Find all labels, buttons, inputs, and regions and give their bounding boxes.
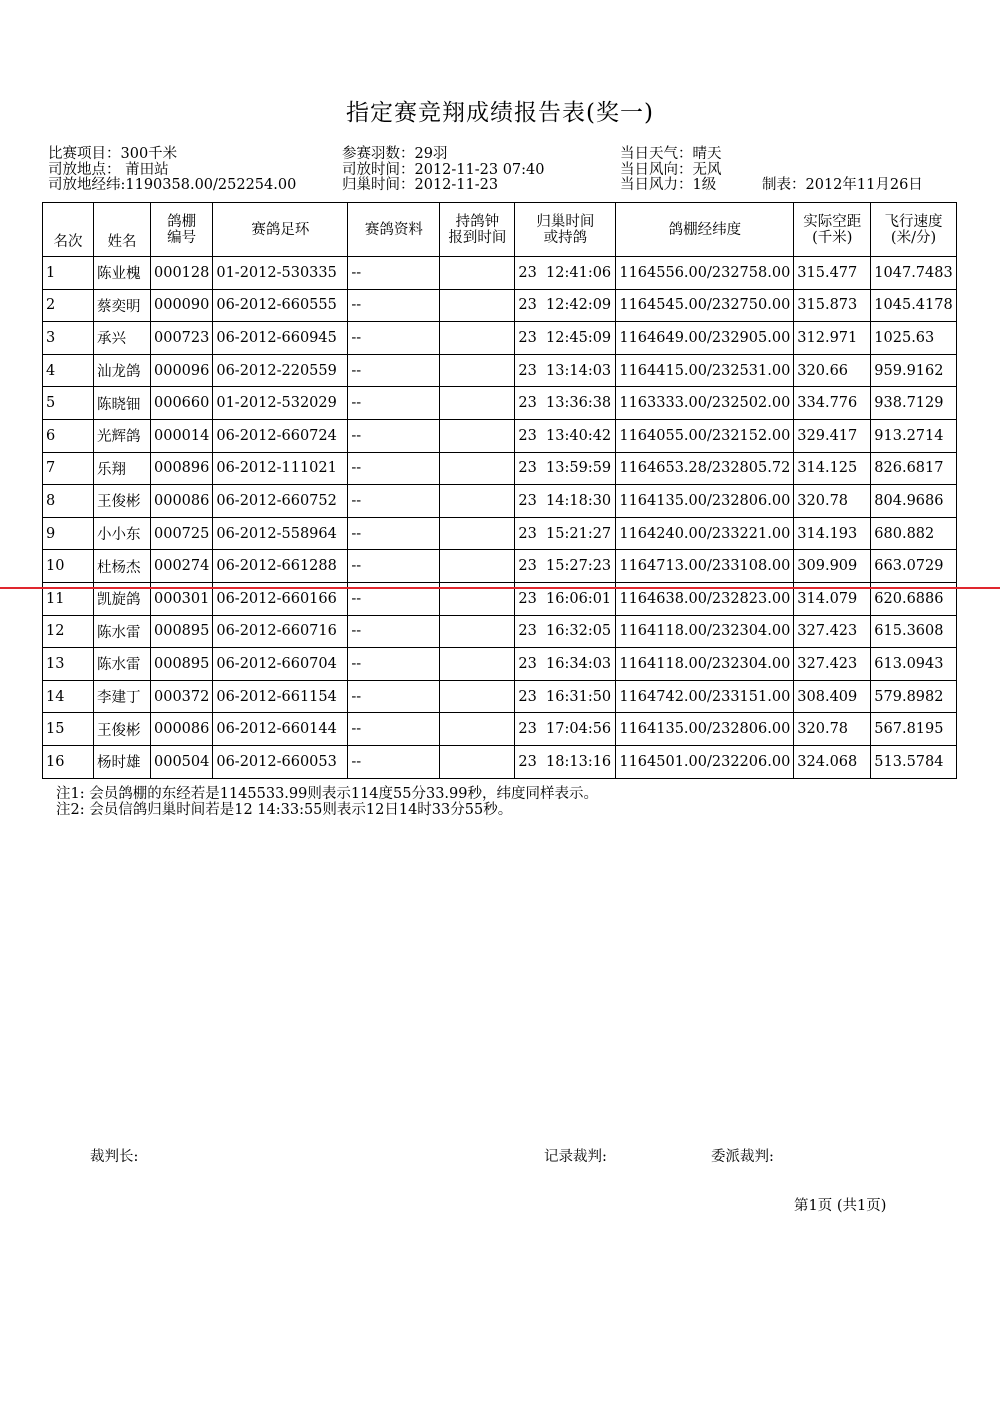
info-item: 归巢时间：2012-11-23 xyxy=(342,177,499,193)
ring-cell: 06-2012-661154 xyxy=(213,680,348,713)
rank-cell: 5 xyxy=(43,387,94,420)
column-header: 实际空距 (千米) xyxy=(794,203,871,257)
coordinates-cell: 1164556.00/232758.00 xyxy=(616,257,794,290)
coordinates-cell: 1164118.00/232304.00 xyxy=(616,615,794,648)
info-cell: -- xyxy=(348,517,440,550)
ring-cell: 06-2012-111021 xyxy=(213,452,348,485)
name-cell: 陈水雷 xyxy=(94,648,151,681)
column-header: 赛鸽足环 xyxy=(213,203,348,257)
clock-cell xyxy=(440,648,515,681)
table-row xyxy=(43,648,957,681)
info-cell: -- xyxy=(348,615,440,648)
rank-cell: 13 xyxy=(43,648,94,681)
clock-cell xyxy=(440,517,515,550)
distance-cell: 315.873 xyxy=(794,289,871,322)
table-row xyxy=(43,452,957,485)
clock-cell xyxy=(440,257,515,290)
arrival-time-cell: 23 13:14:03 xyxy=(515,354,616,387)
rank-cell: 4 xyxy=(43,354,94,387)
table-row xyxy=(43,680,957,713)
table-row xyxy=(43,615,957,648)
clock-cell xyxy=(440,322,515,355)
loft-id-cell: 000014 xyxy=(151,419,213,452)
coordinates-cell: 1164135.00/232806.00 xyxy=(616,713,794,746)
ring-cell: 06-2012-558964 xyxy=(213,517,348,550)
column-header: 飞行速度 (米/分) xyxy=(871,203,956,257)
coordinates-cell: 1164713.00/233108.00 xyxy=(616,550,794,583)
name-cell: 王俊彬 xyxy=(94,485,151,518)
clock-cell xyxy=(440,387,515,420)
name-cell: 光辉鸽 xyxy=(94,419,151,452)
speed-cell: 513.5784 xyxy=(871,745,956,778)
coordinates-cell: 1164545.00/232750.00 xyxy=(616,289,794,322)
clock-cell xyxy=(440,354,515,387)
info-item: 参赛羽数：29羽 xyxy=(342,146,448,162)
rank-cell: 3 xyxy=(43,322,94,355)
speed-cell: 620.6886 xyxy=(871,582,956,615)
ring-cell: 06-2012-660166 xyxy=(213,582,348,615)
column-header: 鸽棚经纬度 xyxy=(616,203,794,257)
speed-cell: 959.9162 xyxy=(871,354,956,387)
distance-cell: 309.909 xyxy=(794,550,871,583)
ring-cell: 01-2012-532029 xyxy=(213,387,348,420)
info-cell: -- xyxy=(348,419,440,452)
speed-cell: 1045.4178 xyxy=(871,289,956,322)
distance-cell: 334.776 xyxy=(794,387,871,420)
info-item: 当日风向：无风 xyxy=(620,161,722,178)
info-cell: -- xyxy=(348,582,440,615)
arrival-time-cell: 23 15:21:27 xyxy=(515,517,616,550)
red-divider-line xyxy=(0,587,1000,589)
speed-cell: 804.9686 xyxy=(871,485,956,518)
rank-cell: 15 xyxy=(43,713,94,746)
table-row xyxy=(43,550,957,583)
ring-cell: 06-2012-661288 xyxy=(213,550,348,583)
name-cell: 陈业槐 xyxy=(94,257,151,290)
distance-cell: 320.78 xyxy=(794,485,871,518)
ring-cell: 06-2012-660752 xyxy=(213,485,348,518)
speed-cell: 567.8195 xyxy=(871,713,956,746)
name-cell: 陈水雷 xyxy=(94,615,151,648)
loft-id-cell: 000086 xyxy=(151,713,213,746)
rank-cell: 2 xyxy=(43,289,94,322)
info-column-3 xyxy=(620,147,722,194)
rank-cell: 14 xyxy=(43,680,94,713)
arrival-time-cell: 23 13:40:42 xyxy=(515,419,616,452)
clock-cell xyxy=(440,745,515,778)
info-item: 比赛项目：300千米 xyxy=(48,146,178,162)
table-row xyxy=(43,289,957,322)
loft-id-cell: 000895 xyxy=(151,615,213,648)
distance-cell: 314.193 xyxy=(794,517,871,550)
distance-cell: 327.423 xyxy=(794,615,871,648)
info-cell: -- xyxy=(348,550,440,583)
table-row xyxy=(43,354,957,387)
recorder-judge-signature: 记录裁判: xyxy=(544,1149,607,1165)
rank-cell: 1 xyxy=(43,257,94,290)
loft-id-cell: 000723 xyxy=(151,322,213,355)
arrival-time-cell: 23 18:13:16 xyxy=(515,745,616,778)
ring-cell: 06-2012-660704 xyxy=(213,648,348,681)
info-cell: -- xyxy=(348,354,440,387)
speed-cell: 913.2714 xyxy=(871,419,956,452)
clock-cell xyxy=(440,615,515,648)
coordinates-cell: 1164638.00/232823.00 xyxy=(616,582,794,615)
info-item: 司放时间：2012-11-23 07:40 xyxy=(342,161,545,178)
rank-cell: 11 xyxy=(43,582,94,615)
speed-cell: 938.7129 xyxy=(871,387,956,420)
clock-cell xyxy=(440,680,515,713)
loft-id-cell: 000896 xyxy=(151,452,213,485)
rank-cell: 8 xyxy=(43,485,94,518)
loft-id-cell: 000660 xyxy=(151,387,213,420)
distance-cell: 327.423 xyxy=(794,648,871,681)
ring-cell: 06-2012-660053 xyxy=(213,745,348,778)
loft-id-cell: 000090 xyxy=(151,289,213,322)
info-item: 司放地点： 莆田站 xyxy=(48,161,169,178)
column-header: 名次 xyxy=(43,203,94,257)
ring-cell: 06-2012-660555 xyxy=(213,289,348,322)
rank-cell: 9 xyxy=(43,517,94,550)
info-cell: -- xyxy=(348,289,440,322)
arrival-time-cell: 23 12:41:06 xyxy=(515,257,616,290)
name-cell: 汕龙鸽 xyxy=(94,354,151,387)
table-row xyxy=(43,713,957,746)
clock-cell xyxy=(440,289,515,322)
table-row xyxy=(43,387,957,420)
info-column-1 xyxy=(48,147,296,194)
distance-cell: 320.66 xyxy=(794,354,871,387)
info-cell: -- xyxy=(348,452,440,485)
arrival-time-cell: 23 13:36:38 xyxy=(515,387,616,420)
info-item: 当日天气：晴天 xyxy=(620,146,722,162)
arrival-time-cell: 23 16:34:03 xyxy=(515,648,616,681)
table-row xyxy=(43,322,957,355)
coordinates-cell: 1164742.00/233151.00 xyxy=(616,680,794,713)
distance-cell: 308.409 xyxy=(794,680,871,713)
chief-judge-signature: 裁判长: xyxy=(90,1149,139,1165)
arrival-time-cell: 23 16:31:50 xyxy=(515,680,616,713)
loft-id-cell: 000128 xyxy=(151,257,213,290)
arrival-time-cell: 23 16:06:01 xyxy=(515,582,616,615)
loft-id-cell: 000096 xyxy=(151,354,213,387)
footnotes xyxy=(56,786,598,818)
coordinates-cell: 1164649.00/232905.00 xyxy=(616,322,794,355)
distance-cell: 329.417 xyxy=(794,419,871,452)
ring-cell: 06-2012-660716 xyxy=(213,615,348,648)
table-header-row xyxy=(43,203,957,257)
loft-id-cell: 000504 xyxy=(151,745,213,778)
loft-id-cell: 000895 xyxy=(151,648,213,681)
footnote-1: 注1: 会员鸽棚的东经若是1145533.99则表示114度55分33.99秒，纬度同样表示。 xyxy=(56,786,598,802)
ring-cell: 06-2012-660945 xyxy=(213,322,348,355)
info-cell: -- xyxy=(348,257,440,290)
loft-id-cell: 000372 xyxy=(151,680,213,713)
results-table xyxy=(42,202,957,779)
coordinates-cell: 1164501.00/232206.00 xyxy=(616,745,794,778)
arrival-time-cell: 23 12:45:09 xyxy=(515,322,616,355)
ring-cell: 06-2012-220559 xyxy=(213,354,348,387)
clock-cell xyxy=(440,419,515,452)
info-cell: -- xyxy=(348,680,440,713)
column-header: 姓名 xyxy=(94,203,151,257)
rank-cell: 10 xyxy=(43,550,94,583)
info-cell: -- xyxy=(348,485,440,518)
arrival-time-cell: 23 16:32:05 xyxy=(515,615,616,648)
loft-id-cell: 000086 xyxy=(151,485,213,518)
coordinates-cell: 1164135.00/232806.00 xyxy=(616,485,794,518)
name-cell: 小小东 xyxy=(94,517,151,550)
page-indicator: 第1页 (共1页) xyxy=(794,1198,887,1214)
column-header: 赛鸽资料 xyxy=(348,203,440,257)
distance-cell: 320.78 xyxy=(794,713,871,746)
table-row xyxy=(43,257,957,290)
coordinates-cell: 1164240.00/233221.00 xyxy=(616,517,794,550)
info-item: 当日风力：1级 xyxy=(620,177,717,193)
loft-id-cell: 000725 xyxy=(151,517,213,550)
name-cell: 李建丁 xyxy=(94,680,151,713)
info-cell: -- xyxy=(348,648,440,681)
coordinates-cell: 1164055.00/232152.00 xyxy=(616,419,794,452)
name-cell: 杨时雄 xyxy=(94,745,151,778)
clock-cell xyxy=(440,452,515,485)
name-cell: 蔡奕明 xyxy=(94,289,151,322)
table-row xyxy=(43,745,957,778)
coordinates-cell: 1163333.00/232502.00 xyxy=(616,387,794,420)
rank-cell: 12 xyxy=(43,615,94,648)
coordinates-cell: 1164415.00/232531.00 xyxy=(616,354,794,387)
speed-cell: 615.3608 xyxy=(871,615,956,648)
distance-cell: 312.971 xyxy=(794,322,871,355)
name-cell: 杜杨杰 xyxy=(94,550,151,583)
name-cell: 乐翔 xyxy=(94,452,151,485)
distance-cell: 324.068 xyxy=(794,745,871,778)
name-cell: 承兴 xyxy=(94,322,151,355)
coordinates-cell: 1164118.00/232304.00 xyxy=(616,648,794,681)
loft-id-cell: 000274 xyxy=(151,550,213,583)
clock-cell xyxy=(440,485,515,518)
speed-cell: 826.6817 xyxy=(871,452,956,485)
table-row xyxy=(43,419,957,452)
speed-cell: 1025.63 xyxy=(871,322,956,355)
rank-cell: 16 xyxy=(43,745,94,778)
report-title: 指定赛竞翔成绩报告表(奖一) xyxy=(346,100,654,126)
info-cell: -- xyxy=(348,713,440,746)
footnote-2: 注2: 会员信鸽归巢时间若是12 14:33:55则表示12日14时33分55秒。 xyxy=(56,802,513,818)
arrival-time-cell: 23 13:59:59 xyxy=(515,452,616,485)
speed-cell: 613.0943 xyxy=(871,648,956,681)
arrival-time-cell: 23 15:27:23 xyxy=(515,550,616,583)
arrival-time-cell: 23 12:42:09 xyxy=(515,289,616,322)
arrival-time-cell: 23 14:18:30 xyxy=(515,485,616,518)
rank-cell: 7 xyxy=(43,452,94,485)
info-cell: -- xyxy=(348,322,440,355)
info-cell: -- xyxy=(348,745,440,778)
delegate-judge-signature: 委派裁判: xyxy=(711,1149,774,1165)
clock-cell xyxy=(440,713,515,746)
column-header: 归巢时间 或持鸽 xyxy=(515,203,616,257)
info-item: 司放地经纬:1190358.00/252254.00 xyxy=(48,177,297,193)
name-cell: 陈晓钿 xyxy=(94,387,151,420)
ring-cell: 06-2012-660144 xyxy=(213,713,348,746)
clock-cell xyxy=(440,550,515,583)
speed-cell: 579.8982 xyxy=(871,680,956,713)
coordinates-cell: 1164653.28/232805.72 xyxy=(616,452,794,485)
ring-cell: 06-2012-660724 xyxy=(213,419,348,452)
distance-cell: 314.125 xyxy=(794,452,871,485)
column-header: 持鸽钟 报到时间 xyxy=(440,203,515,257)
name-cell: 王俊彬 xyxy=(94,713,151,746)
column-header: 鸽棚 编号 xyxy=(151,203,213,257)
distance-cell: 314.079 xyxy=(794,582,871,615)
info-column-2 xyxy=(342,147,545,194)
rank-cell: 6 xyxy=(43,419,94,452)
info-cell: -- xyxy=(348,387,440,420)
loft-id-cell: 000301 xyxy=(151,582,213,615)
distance-cell: 315.477 xyxy=(794,257,871,290)
speed-cell: 1047.7483 xyxy=(871,257,956,290)
table-row xyxy=(43,517,957,550)
speed-cell: 680.882 xyxy=(871,517,956,550)
report-maker-date: 制表：2012年11月26日 xyxy=(762,177,923,193)
ring-cell: 01-2012-530335 xyxy=(213,257,348,290)
table-row xyxy=(43,485,957,518)
name-cell: 凯旋鸽 xyxy=(94,582,151,615)
speed-cell: 663.0729 xyxy=(871,550,956,583)
arrival-time-cell: 23 17:04:56 xyxy=(515,713,616,746)
